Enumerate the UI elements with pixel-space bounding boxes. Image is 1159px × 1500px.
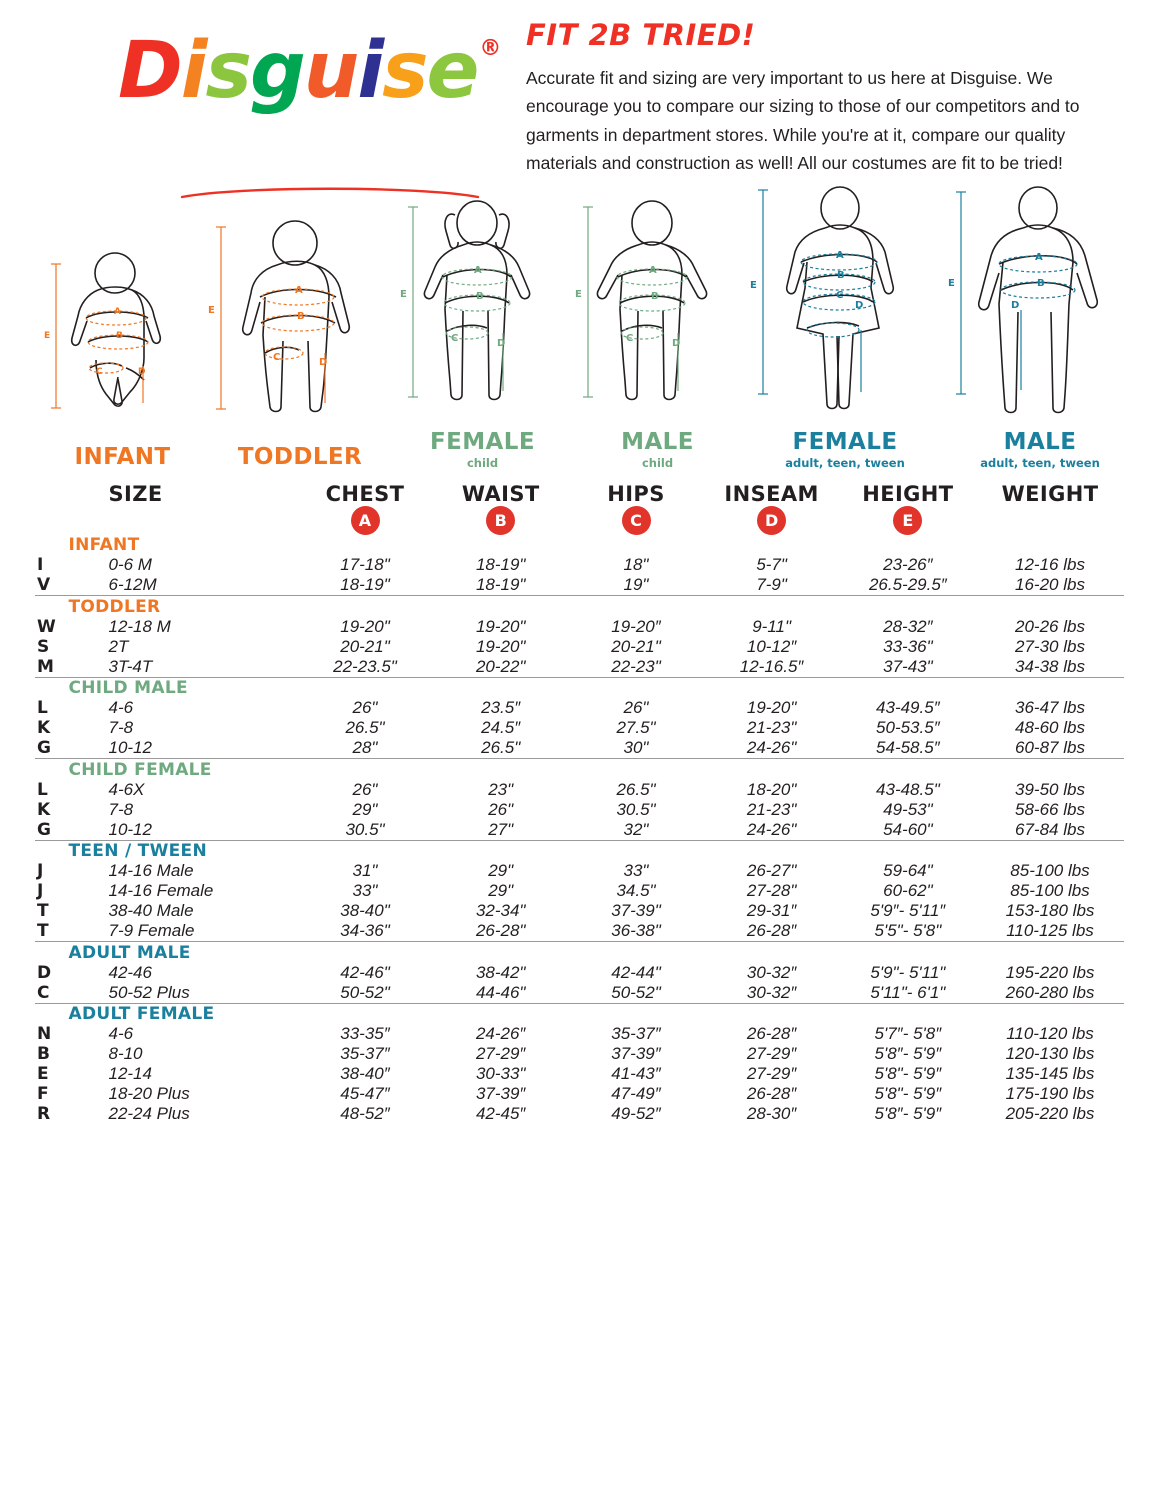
row-chest: 26" <box>352 698 378 718</box>
figure-sub-female-adult: adult, teen, tween <box>785 456 905 471</box>
row-height: 26.5-29.5″ <box>868 575 947 595</box>
row-key: G <box>37 738 51 759</box>
row-inseam: 19-20" <box>746 698 797 718</box>
row-chest: 18-19" <box>340 575 390 595</box>
page-header <box>0 0 1159 177</box>
row-key: D <box>37 962 52 983</box>
row-hips: 26" <box>623 698 649 718</box>
figure-label-female-child: FEMALE <box>430 429 535 456</box>
row-inseam: 28-30″ <box>746 1104 797 1124</box>
row-hips: 42-44" <box>611 962 661 982</box>
svg-text:D: D <box>497 338 506 350</box>
row-waist: 23.5″ <box>481 698 521 718</box>
row-waist: 26-28" <box>475 921 526 941</box>
row-hips: 19-20″ <box>611 616 661 636</box>
row-weight: 58-66 lbs <box>1015 799 1085 819</box>
row-weight: 27-30 lbs <box>1015 636 1085 656</box>
row-inseam: 29-31″ <box>746 901 797 921</box>
svg-text:C: C <box>273 352 281 364</box>
row-height: 5'8″- 5'9″ <box>874 1044 942 1064</box>
brand-logo <box>40 14 510 177</box>
intro-block <box>510 14 1119 177</box>
svg-text:B: B <box>837 270 845 282</box>
row-weight: 205-220 lbs <box>1005 1104 1095 1124</box>
row-height: 60-62" <box>883 881 933 901</box>
figure-sub-female-child: child <box>466 456 499 471</box>
row-waist: 23" <box>488 779 514 799</box>
svg-text:A: A <box>836 250 844 262</box>
row-weight: 195-220 lbs <box>1005 962 1095 982</box>
row-waist: 27" <box>488 819 514 839</box>
row-chest: 26.5" <box>345 718 385 738</box>
row-key: T <box>37 921 49 942</box>
row-key: K <box>37 718 51 739</box>
row-waist: 24-26″ <box>475 1024 526 1044</box>
row-height: 43-49.5″ <box>876 698 940 718</box>
row-weight: 110-125 lbs <box>1006 921 1094 941</box>
row-weight: 260-280 lbs <box>1005 982 1095 1002</box>
header-hips: HIPS <box>607 482 665 507</box>
group-heading: TODDLER <box>68 596 161 617</box>
header-waist: WAIST <box>461 482 540 507</box>
svg-text:B: B <box>116 331 123 342</box>
row-hips: 33" <box>623 861 649 881</box>
row-key: K <box>37 799 51 820</box>
table-row <box>35 861 1124 881</box>
row-chest: 33" <box>352 881 378 901</box>
row-waist: 18-19" <box>475 555 526 575</box>
group-heading-row <box>35 943 1124 963</box>
group-heading: ADULT FEMALE <box>68 1004 215 1025</box>
row-height: 49-53" <box>883 799 933 819</box>
table-row <box>35 820 1124 841</box>
row-inseam: 24-26" <box>746 819 797 839</box>
row-size: 18-20 Plus <box>108 1084 190 1104</box>
table-row <box>35 1024 1124 1044</box>
figure-sub-male-child: child <box>641 456 674 471</box>
row-hips: 47-49″ <box>611 1084 661 1104</box>
group-heading-row <box>35 760 1124 780</box>
row-weight: 67-84 lbs <box>1015 819 1085 839</box>
row-chest: 20-21" <box>340 636 390 656</box>
row-height: 5'7″- 5'8″ <box>874 1024 942 1044</box>
row-hips: 50-52" <box>611 982 661 1002</box>
svg-text:B: B <box>651 291 659 303</box>
header-chest: CHEST <box>325 482 405 507</box>
intro-body: Accurate fit and sizing are very important to us here at Disguise. We encourage you to compare our sizing to those of our competitors and to garments in department stores. While you're at it, compare our quality materials and construction as well! All our costumes are fit to be tried! <box>526 68 1080 174</box>
row-hips: 20-21" <box>611 636 661 656</box>
row-key: J <box>37 881 44 902</box>
row-size: 42-46 <box>108 962 152 982</box>
row-key: E <box>37 1064 49 1085</box>
row-size: 7-8 <box>108 718 134 738</box>
table-row <box>35 575 1124 596</box>
row-waist: 37-39″ <box>475 1084 526 1104</box>
row-weight: 60-87 lbs <box>1015 738 1085 758</box>
figure-male-child <box>570 191 745 470</box>
female-adult-silhouette-icon <box>745 178 945 423</box>
row-waist: 30-33" <box>475 1064 526 1084</box>
header-size: SIZE <box>108 482 163 507</box>
registered-mark: ® <box>479 36 500 61</box>
figure-sub-male-adult: adult, teen, tween <box>980 456 1100 471</box>
row-inseam: 27-29″ <box>746 1064 797 1084</box>
row-height: 28-32″ <box>883 616 933 636</box>
row-waist: 38-42" <box>475 962 526 982</box>
figure-infant <box>40 238 205 470</box>
badge-b: B <box>486 506 515 535</box>
male-child-silhouette-icon <box>570 191 745 423</box>
table-row <box>35 617 1124 637</box>
row-hips: 32" <box>623 819 649 839</box>
row-waist: 42-45″ <box>475 1104 526 1124</box>
row-inseam: 27-29″ <box>746 1044 797 1064</box>
row-inseam: 5-7" <box>756 555 787 575</box>
row-size: 50-52 Plus <box>108 982 190 1002</box>
row-height: 5'8"- 5'9″ <box>874 1064 942 1084</box>
row-size: 4-6X <box>108 779 145 799</box>
table-row <box>35 780 1124 800</box>
table-row <box>35 901 1124 921</box>
row-inseam: 10-12″ <box>746 636 797 656</box>
group-heading-row <box>35 841 1124 861</box>
table-header-row <box>35 482 1124 506</box>
row-key: M <box>37 656 54 677</box>
row-size: 7-9 Female <box>108 921 195 941</box>
row-inseam: 26-28″ <box>746 921 797 941</box>
row-size: 3T-4T <box>108 656 153 676</box>
svg-text:A: A <box>474 265 482 277</box>
size-chart-section <box>0 470 1159 1124</box>
row-chest: 17-18" <box>340 555 390 575</box>
row-hips: 41-43″ <box>611 1064 661 1084</box>
badge-e: E <box>893 506 922 535</box>
badge-c: C <box>622 506 651 535</box>
row-waist: 44-46" <box>475 982 526 1002</box>
row-key: F <box>37 1084 49 1105</box>
table-row <box>35 698 1124 718</box>
figure-toddler <box>205 213 395 470</box>
row-weight: 20-26 lbs <box>1015 616 1085 636</box>
group-heading-row <box>35 678 1124 698</box>
infant-silhouette-icon <box>40 238 205 438</box>
svg-text:C: C <box>836 290 844 302</box>
badge-d: D <box>757 506 786 535</box>
group-heading-row <box>35 597 1124 617</box>
row-key: W <box>37 616 56 637</box>
figure-female-child <box>395 191 570 470</box>
row-size: 14-16 Female <box>108 881 214 901</box>
row-chest: 38-40″ <box>340 1064 390 1084</box>
row-height: 43-48.5" <box>876 779 940 799</box>
row-key: G <box>37 819 51 840</box>
row-inseam: 18-20" <box>746 779 797 799</box>
row-chest: 34-36" <box>340 921 390 941</box>
row-key: L <box>37 698 48 719</box>
row-key: B <box>37 1044 50 1065</box>
row-waist: 20-22" <box>475 656 526 676</box>
row-size: 12-14 <box>108 1064 152 1084</box>
svg-text:E: E <box>208 305 215 317</box>
header-inseam: INSEAM <box>724 482 819 507</box>
row-waist: 27-29″ <box>475 1044 526 1064</box>
row-waist: 18-19" <box>475 575 526 595</box>
table-row <box>35 983 1124 1004</box>
row-height: 33-36" <box>883 636 933 656</box>
row-waist: 19-20" <box>475 636 526 656</box>
svg-text:D: D <box>319 357 328 369</box>
row-waist: 19-20" <box>475 616 526 636</box>
row-chest: 45-47″ <box>340 1084 390 1104</box>
svg-text:C: C <box>96 367 103 378</box>
row-weight: 85-100 lbs <box>1010 881 1090 901</box>
table-row <box>35 637 1124 657</box>
row-size: 38-40 Male <box>108 901 194 921</box>
row-height: 5'5"- 5'8" <box>874 921 942 941</box>
row-size: 7-8 <box>108 799 134 819</box>
row-key: J <box>37 861 44 882</box>
table-row <box>35 881 1124 901</box>
header-spacer <box>35 482 68 506</box>
row-weight: 48-60 lbs <box>1015 718 1085 738</box>
svg-text:B: B <box>297 311 305 323</box>
row-hips: 18" <box>623 555 649 575</box>
row-chest: 31" <box>352 861 378 881</box>
row-height: 50-53.5″ <box>876 718 940 738</box>
row-height: 54-58.5″ <box>876 738 940 758</box>
row-hips: 26.5" <box>616 779 656 799</box>
table-row <box>35 921 1124 942</box>
group-heading: ADULT MALE <box>68 942 191 963</box>
row-height: 59-64" <box>883 861 933 881</box>
table-row <box>35 1064 1124 1084</box>
row-key: L <box>37 779 48 800</box>
svg-text:E: E <box>44 331 51 342</box>
row-weight: 34-38 lbs <box>1015 656 1085 676</box>
badge-a: A <box>351 506 380 535</box>
row-chest: 42-46" <box>340 962 390 982</box>
row-size: 2T <box>108 636 129 656</box>
row-chest: 22-23.5" <box>333 656 397 676</box>
group-heading: CHILD MALE <box>68 678 188 699</box>
row-key: R <box>37 1104 51 1125</box>
row-chest: 28" <box>352 738 378 758</box>
group-heading: INFANT <box>68 535 140 556</box>
row-key: T <box>37 901 49 922</box>
row-size: 10-12 <box>108 819 152 839</box>
row-weight: 39-50 lbs <box>1015 779 1085 799</box>
row-waist: 26" <box>488 799 514 819</box>
figure-label-toddler: TODDLER <box>237 444 363 471</box>
svg-text:E: E <box>948 278 955 290</box>
row-hips: 27.5" <box>616 718 656 738</box>
table-row <box>35 718 1124 738</box>
row-inseam: 7-9" <box>756 575 787 595</box>
svg-text:C: C <box>451 333 459 345</box>
row-chest: 38-40" <box>340 901 390 921</box>
row-weight: 135-145 lbs <box>1005 1064 1095 1084</box>
row-waist: 24.5″ <box>481 718 521 738</box>
row-key: N <box>37 1024 52 1045</box>
figure-label-infant: INFANT <box>74 444 171 471</box>
svg-text:E: E <box>575 289 582 301</box>
row-size: 8-10 <box>108 1044 143 1064</box>
row-hips: 37-39″ <box>611 1044 661 1064</box>
row-weight: 16-20 lbs <box>1015 575 1085 595</box>
row-hips: 37-39" <box>611 901 661 921</box>
figure-female-adult <box>745 178 945 470</box>
row-hips: 35-37″ <box>611 1024 661 1044</box>
svg-text:D: D <box>138 367 146 378</box>
row-size: 22-24 Plus <box>108 1104 190 1124</box>
row-inseam: 26-28″ <box>746 1024 797 1044</box>
row-chest: 35-37″ <box>340 1044 390 1064</box>
row-chest: 48-52″ <box>340 1104 390 1124</box>
size-chart-table <box>35 482 1124 1124</box>
row-size: 14-16 Male <box>108 861 194 881</box>
female-child-silhouette-icon <box>395 191 570 423</box>
row-inseam: 21-23" <box>746 799 797 819</box>
row-hips: 19" <box>623 575 649 595</box>
svg-text:A: A <box>114 307 121 318</box>
row-weight: 110-120 lbs <box>1006 1024 1094 1044</box>
figure-row <box>0 205 1159 470</box>
figure-label-male-child: MALE <box>621 429 694 456</box>
table-row <box>35 738 1124 759</box>
row-hips: 36-38" <box>611 921 661 941</box>
row-inseam: 24-26" <box>746 738 797 758</box>
figure-male-adult <box>945 178 1135 470</box>
group-heading: CHILD FEMALE <box>68 759 212 780</box>
row-size: 4-6 <box>108 1024 134 1044</box>
row-chest: 50-52" <box>340 982 390 1002</box>
row-size: 6-12M <box>108 575 157 595</box>
row-chest: 26" <box>352 779 378 799</box>
figure-label-female-adult: FEMALE <box>792 429 898 456</box>
row-inseam: 27-28" <box>746 881 797 901</box>
row-hips: 30.5" <box>616 799 656 819</box>
row-inseam: 9-11" <box>752 616 792 636</box>
row-size: 10-12 <box>108 738 152 758</box>
group-heading-row <box>35 535 1124 555</box>
row-key: S <box>37 636 50 657</box>
row-chest: 33-35″ <box>340 1024 390 1044</box>
group-heading-row <box>35 1004 1124 1024</box>
row-size: 12-18 M <box>108 616 171 636</box>
row-height: 5'8″- 5'9″ <box>874 1104 942 1124</box>
row-hips: 49-52″ <box>611 1104 661 1124</box>
header-weight: WEIGHT <box>1001 482 1099 507</box>
row-inseam: 26-27" <box>746 861 797 881</box>
svg-text:E: E <box>750 280 757 292</box>
row-inseam: 30-32″ <box>746 962 797 982</box>
row-weight: 153-180 lbs <box>1005 901 1095 921</box>
row-hips: 22-23" <box>611 656 661 676</box>
row-inseam: 21-23" <box>746 718 797 738</box>
row-size: 0-6 M <box>108 555 152 575</box>
svg-text:A: A <box>295 285 303 297</box>
table-row <box>35 1084 1124 1104</box>
svg-text:D: D <box>1011 300 1020 312</box>
row-weight: 12-16 lbs <box>1015 555 1085 575</box>
row-waist: 26.5" <box>481 738 521 758</box>
row-chest: 30.5" <box>345 819 385 839</box>
svg-text:C: C <box>626 333 634 345</box>
table-row <box>35 1104 1124 1124</box>
row-height: 5'9″- 5'11″ <box>870 901 946 921</box>
row-height: 5'8"- 5'9″ <box>874 1084 942 1104</box>
row-inseam: 12-16.5″ <box>739 656 804 676</box>
header-height: HEIGHT <box>862 482 954 507</box>
svg-text:E: E <box>400 289 407 301</box>
row-height: 37-43" <box>883 656 933 676</box>
svg-text:B: B <box>476 291 484 303</box>
row-waist: 32-34" <box>475 901 526 921</box>
svg-text:D: D <box>672 338 681 350</box>
row-inseam: 26-28″ <box>746 1084 797 1104</box>
row-weight: 120-130 lbs <box>1005 1044 1095 1064</box>
table-row <box>35 555 1124 575</box>
table-row <box>35 800 1124 820</box>
row-height: 23-26″ <box>883 555 933 575</box>
table-row <box>35 1044 1124 1064</box>
row-chest: 19-20" <box>340 616 390 636</box>
row-height: 5'11"- 6'1" <box>870 982 946 1002</box>
row-waist: 29" <box>488 881 514 901</box>
row-height: 54-60" <box>883 819 933 839</box>
group-heading: TEEN / TWEEN <box>68 841 207 862</box>
svg-text:D: D <box>855 300 864 312</box>
table-badge-row <box>35 506 1124 535</box>
intro-title: FIT 2B TRIED! <box>526 18 756 52</box>
row-key: I <box>37 555 44 576</box>
figure-label-male-adult: MALE <box>1003 429 1077 456</box>
toddler-silhouette-icon <box>205 213 395 438</box>
table-row <box>35 657 1124 678</box>
row-hips: 30" <box>623 738 649 758</box>
row-key: V <box>37 575 51 596</box>
row-hips: 34.5" <box>616 881 656 901</box>
row-waist: 29" <box>488 861 514 881</box>
svg-text:A: A <box>1035 252 1043 264</box>
row-weight: 175-190 lbs <box>1005 1084 1095 1104</box>
row-key: C <box>37 982 50 1003</box>
row-inseam: 30-32″ <box>746 982 797 1002</box>
svg-text:B: B <box>1037 278 1045 290</box>
logo-wordmark: Disguise® <box>118 26 500 116</box>
row-weight: 85-100 lbs <box>1010 861 1090 881</box>
male-adult-silhouette-icon <box>945 178 1135 423</box>
row-weight: 36-47 lbs <box>1015 698 1085 718</box>
row-height: 5'9"- 5'11" <box>870 962 946 982</box>
table-row <box>35 963 1124 983</box>
row-chest: 29" <box>352 799 378 819</box>
svg-text:A: A <box>649 265 657 277</box>
table-body <box>35 535 1124 1124</box>
row-size: 4-6 <box>108 698 134 718</box>
